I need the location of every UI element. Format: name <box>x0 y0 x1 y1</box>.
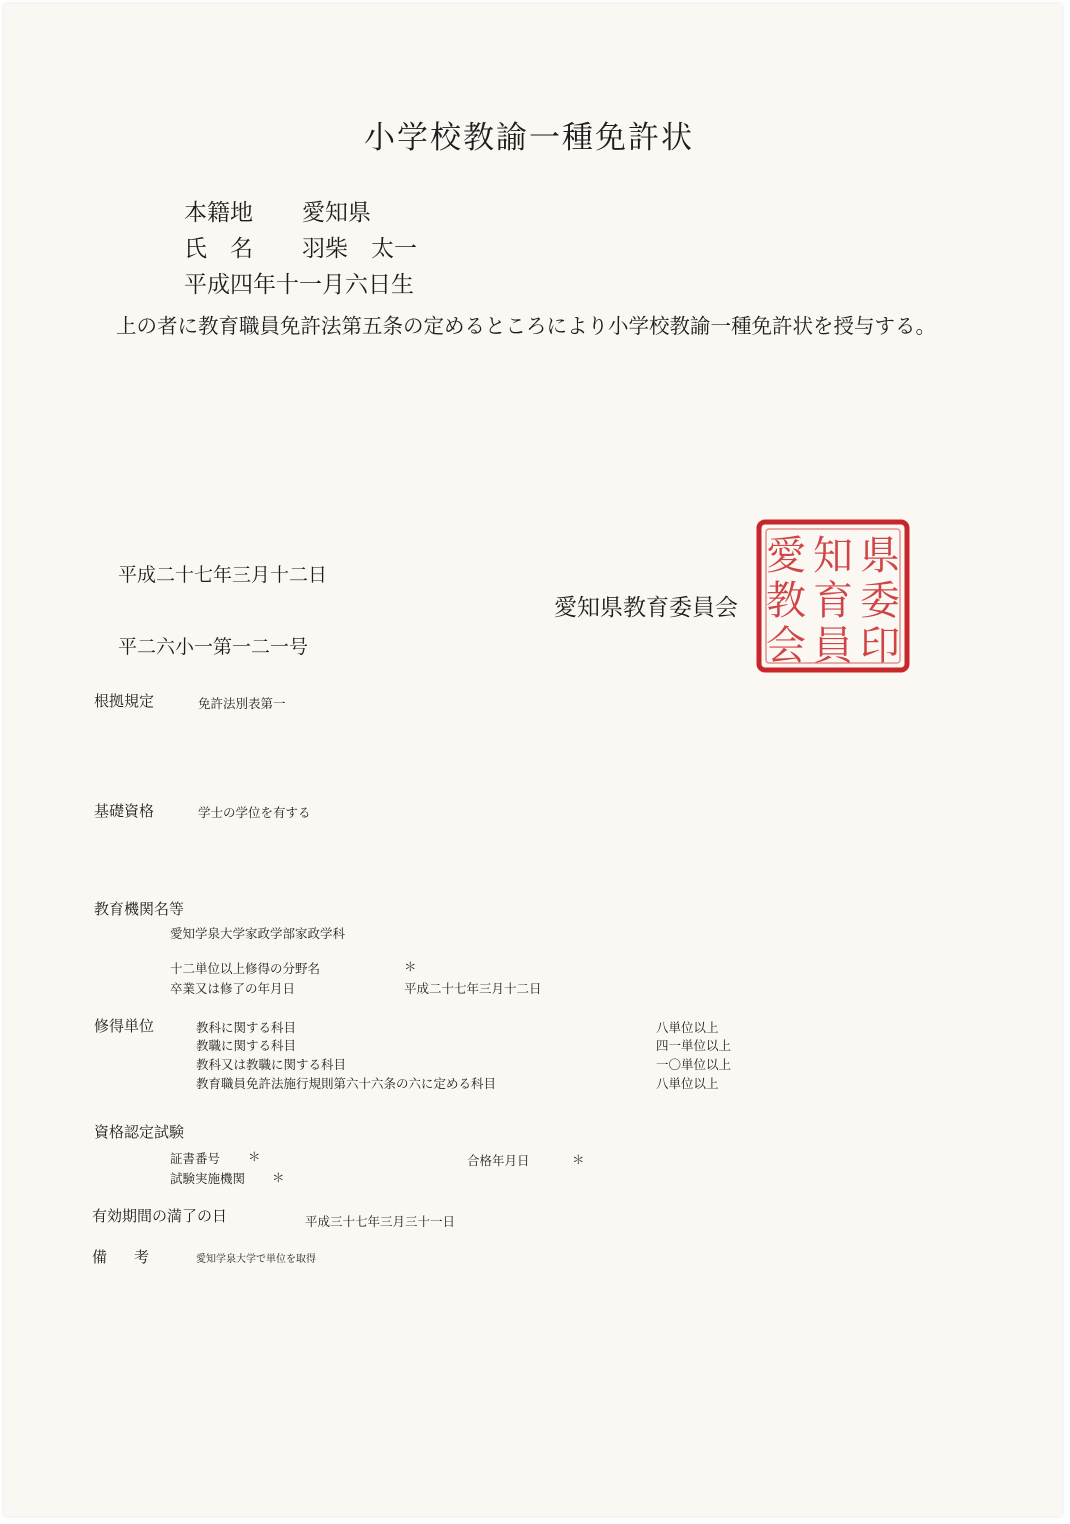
official-seal-icon <box>756 519 910 673</box>
cert-number-label: 証書番号 <box>170 1151 221 1166</box>
svg-text:知: 知 <box>813 533 853 579</box>
svg-text:愛: 愛 <box>766 533 806 579</box>
domicile-label: 本籍地 <box>184 200 253 226</box>
exam-org-label: 試験実施機関 <box>170 1171 246 1186</box>
institution-name: 愛知学泉大学家政学部家政学科 <box>170 926 346 941</box>
credit-subject: 教育職員免許法施行規則第六十六条の六に定める科目 <box>196 1076 497 1091</box>
credit-subject: 教職に関する科目 <box>196 1038 297 1053</box>
validity-value: 平成三十七年三月三十一日 <box>305 1214 456 1229</box>
birth-date: 平成四年十一月六日生 <box>184 272 414 298</box>
institution-label: 教育機関名等 <box>94 900 185 918</box>
credit-subject: 教科又は教職に関する科目 <box>196 1057 347 1072</box>
name-value: 羽柴 太一 <box>302 236 417 262</box>
foundation-value: 学士の学位を有する <box>198 805 311 820</box>
credit-units: 八単位以上 <box>656 1076 719 1091</box>
svg-text:員: 員 <box>813 623 853 669</box>
issue-date: 平成二十七年三月十二日 <box>118 564 328 586</box>
credit-subject: 教科に関する科目 <box>196 1020 297 1035</box>
svg-text:印: 印 <box>860 623 900 669</box>
field-label: 十二単位以上修得の分野名 <box>170 961 321 976</box>
certificate-sheet <box>4 4 1062 1516</box>
remarks-value: 愛知学泉大学で単位を取得 <box>196 1254 316 1265</box>
field-value: ＊ <box>404 959 417 974</box>
svg-text:会: 会 <box>766 623 806 669</box>
remarks-label: 備 考 <box>92 1248 156 1266</box>
svg-text:県: 県 <box>860 533 900 579</box>
grant-statement: 上の者に教育職員免許法第五条の定めるところにより小学校教諭一種免許状を授与する。 <box>116 314 936 338</box>
foundation-label: 基礎資格 <box>94 802 155 820</box>
domicile-value: 愛知県 <box>302 200 371 226</box>
certificate-title: 小学校教諭一種免許状 <box>364 120 694 156</box>
svg-text:教: 教 <box>766 578 806 624</box>
pass-date-label: 合格年月日 <box>467 1153 530 1168</box>
credits-label: 修得単位 <box>94 1017 155 1035</box>
cert-number-value: ＊ <box>248 1149 261 1164</box>
name-label: 氏 名 <box>184 236 253 262</box>
credit-units: 四一単位以上 <box>656 1038 732 1053</box>
exam-label: 資格認定試験 <box>94 1123 185 1141</box>
svg-text:委: 委 <box>860 578 900 624</box>
pass-date-value: ＊ <box>572 1152 585 1167</box>
svg-text:育: 育 <box>813 578 853 624</box>
issuer-name: 愛知県教育委員会 <box>554 595 738 621</box>
credit-units: 一〇単位以上 <box>656 1057 732 1072</box>
credit-units: 八単位以上 <box>656 1020 719 1035</box>
graduation-label: 卒業又は修了の年月日 <box>170 981 296 996</box>
license-number: 平二六小一第一二一号 <box>118 636 309 658</box>
validity-label: 有効期間の満了の日 <box>92 1207 228 1225</box>
exam-org-value: ＊ <box>272 1170 285 1185</box>
graduation-value: 平成二十七年三月十二日 <box>404 981 542 996</box>
basis-label: 根拠規定 <box>94 692 155 710</box>
basis-value: 免許法別表第一 <box>198 696 286 711</box>
